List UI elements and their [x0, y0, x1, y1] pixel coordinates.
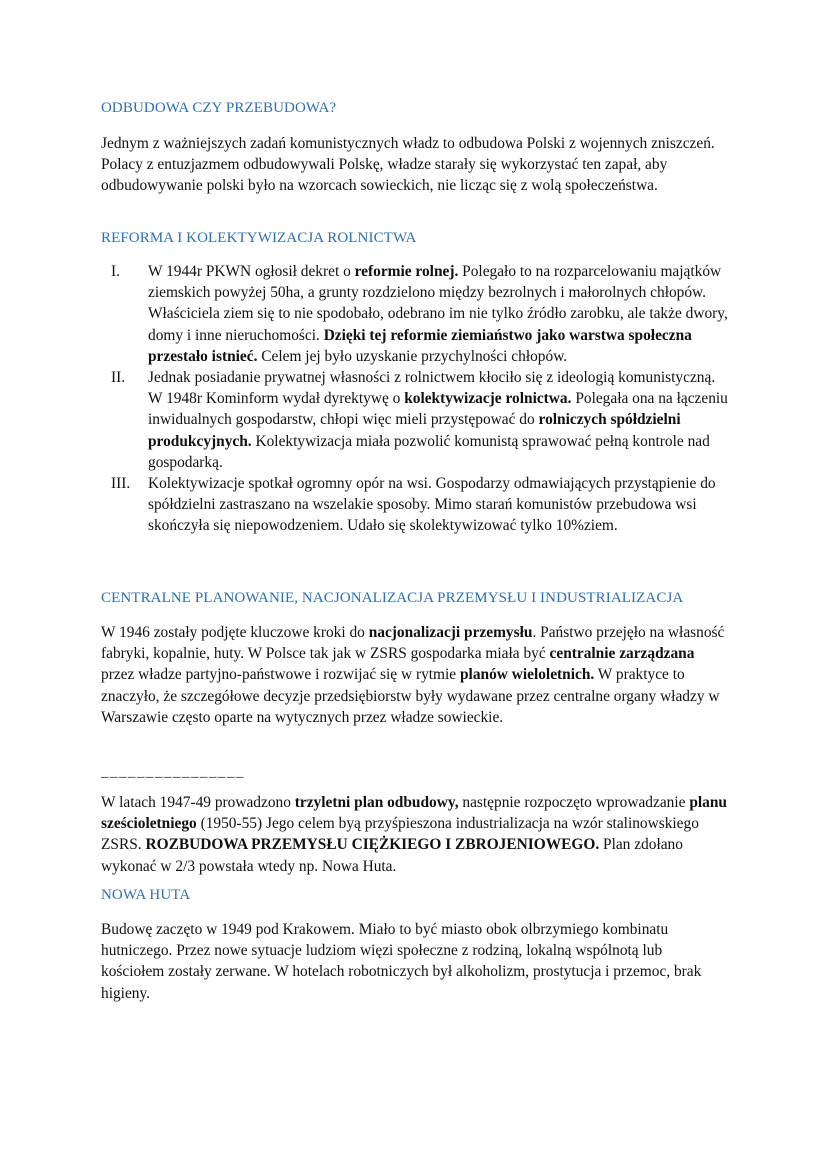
- list-item-text: Polegała ona na łączeniu inwidualnych gospodarstw, chłopi więc mieli przystępować do: [148, 390, 728, 429]
- paragraph-text: W praktyce to znaczyło, że szczegółowe decyzje przedsiębiorstw były wydawane przez centralne organy władzy w Warszawie często oparte na wytycznych przez władze sowieckie.: [101, 666, 720, 726]
- paragraph-text: następnie rozpoczęto wprowadzanie: [458, 794, 690, 811]
- paragraph-plany: [101, 792, 729, 877]
- heading-centralne-planowanie: CENTRALNE PLANOWANIE, NACJONALIZACJA PRZEMYSŁU I INDUSTRIALIZACJA: [101, 590, 684, 606]
- paragraph-bold-text: centralnie zarządzana: [549, 645, 695, 663]
- list-item-bold-text: rolniczych spółdzielni produkcyjnych.: [148, 411, 681, 450]
- paragraph-odbudowa: Jednym z ważniejszych zadań komunistycznych władz to odbudowa Polski z wojennych zniszczeń. Polacy z entuzjazmem odbudowywali Polskę, władze starały się wykorzystać ten zapał, aby odbudowywanie polski było na wzorcach sowieckich, nie licząc się z wolą społeczeństwa.: [101, 135, 715, 195]
- heading-reforma-rolnictwa: REFORMA I KOLEKTYWIZACJA ROLNICTWA: [101, 230, 417, 246]
- list-item-number: I.: [111, 263, 120, 280]
- paragraph-bold-text: planów wieloletnich.: [459, 666, 595, 684]
- list-item-number: III.: [111, 475, 131, 493]
- list-item-text: Jednak posiadanie prywatnej własności z rolnictwem kłociło się z ideologią komunistyczną. W 1948r Kominform wydał dyrektywę o: [148, 369, 716, 408]
- list-item-text: Kolektywizacje spotkał ogromny opór na wsi. Gospodarzy odmawiających przystąpienie do spółdzielni zastraszano na wszelakie sposoby. Mimo starań komunistów przebudowa wsi skończyła się niepowodzeniem. Udało się skolektywizować tylko 10%ziem.: [148, 475, 716, 535]
- paragraph-text: . Państwo przejęło na własność fabryki, kopalnie, huty. W Polsce tak jak w ZSRS gospodarka miała być: [101, 624, 725, 663]
- paragraph-text: (1950-55) Jego celem byą przyśpieszona industrializacja na wzór stalinowskiego ZSRS.: [101, 815, 699, 854]
- paragraph-nacjonalizacja: [101, 622, 729, 728]
- list-item-text: W 1944r PKWN ogłosił dekret o: [148, 263, 355, 280]
- paragraph-text: W latach 1947-49 prowadzono: [101, 794, 295, 811]
- separator-line: ________________: [101, 764, 245, 780]
- heading-nowa-huta: NOWA HUTA: [101, 887, 191, 903]
- paragraph-text: W 1946 zostały podjęte kluczowe kroki do: [101, 624, 369, 641]
- list-item-text: Kolektywizacja miała pozwolić komunistą sprawować pełną kontrole nad gospodarką.: [148, 432, 710, 471]
- paragraph-bold-text: planu sześcioletniego: [101, 794, 727, 833]
- list-item: [101, 367, 729, 473]
- heading-odbudowa: ODBUDOWA CZY PRZEBUDOWA?: [101, 100, 337, 116]
- list-item: [101, 261, 729, 367]
- list-item-number: II.: [111, 369, 126, 387]
- paragraph-text: Plan zdołano wykonać w 2/3 powstała wtedy np. Nowa Huta.: [101, 836, 683, 875]
- paragraph-text: przez władze partyjno-państwowe i rozwijać się w rytmie: [101, 666, 460, 684]
- list-item-bold-text: Dzięki tej reformie ziemiaństwo jako warstwa społeczna przestało istnieć.: [148, 326, 692, 365]
- paragraph-bold-text: nacjonalizacji przemysłu: [368, 624, 533, 641]
- paragraph-bold-text: ROZBUDOWA PRZEMYSŁU CIĘŻKIEGO I ZBROJENIOWEGO.: [145, 836, 600, 854]
- paragraph-nowa-huta: Budowę zaczęto w 1949 pod Krakowem. Miało to być miasto obok olbrzymiego kombinatu hutniczego. Przez nowe sytuacje ludziom więzi społeczne z rodziną, lokalną wspólnotą lub kościołem zostały zerwane. W hotelach robotniczych był alkoholizm, prostytucja i przemoc, brak higieny.: [101, 921, 702, 1002]
- list-item: [101, 473, 729, 537]
- list-item-bold-text: reformie rolnej.: [354, 263, 459, 280]
- list-item-text: Polegało to na rozparcelowaniu majątków ziemskich powyżej 50ha, a grunty rozdzielono między bezrolnych i małorolnych chłopów. Właściciela ziem się to nie spodobało, odebrano im nie tylko źródło zarobku, ale także dwory, domy i inne nieruchomości.: [148, 263, 728, 344]
- roman-numbered-list: [101, 261, 729, 537]
- list-item-text: Celem jej było uzyskanie przychylności chłopów.: [257, 347, 568, 365]
- paragraph-bold-text: trzyletni plan odbudowy,: [294, 794, 459, 811]
- list-item-bold-text: kolektywizacje rolnictwa.: [404, 390, 572, 408]
